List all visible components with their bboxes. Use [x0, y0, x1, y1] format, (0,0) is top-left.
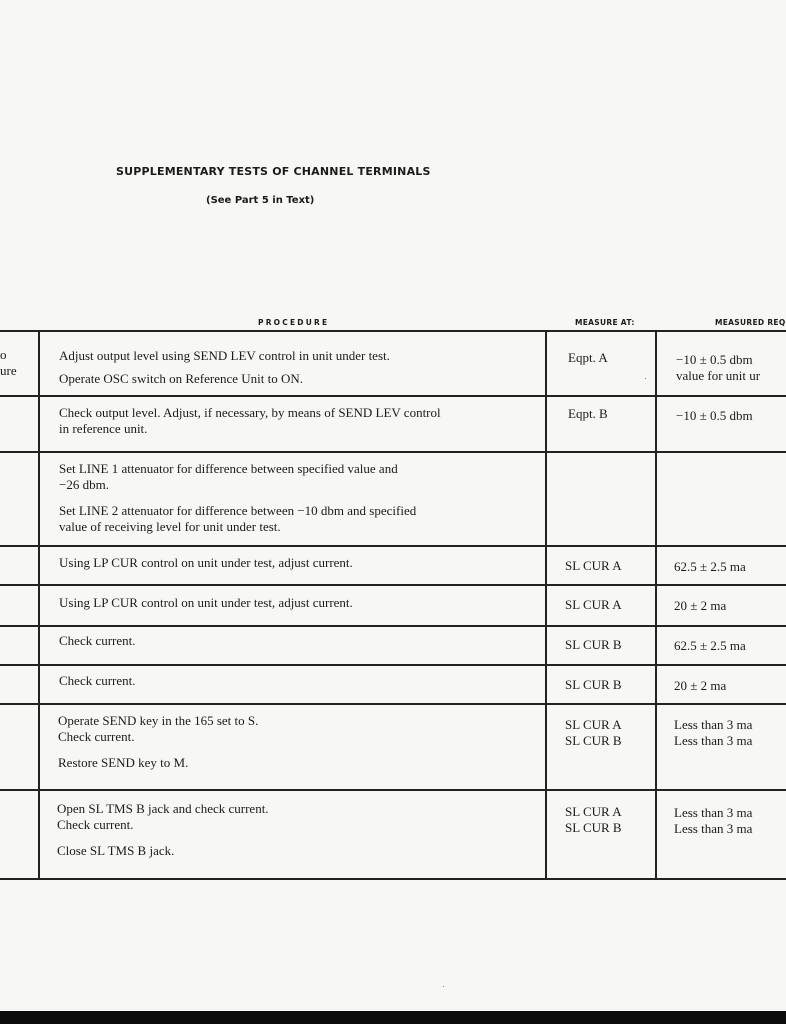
procedure-line: Set LINE 1 attenuator for difference between specified value and	[59, 461, 398, 476]
table-row-9-procedure	[57, 801, 269, 859]
row-divider	[0, 451, 786, 453]
scan-bottom-edge	[0, 1011, 786, 1024]
procedure-line: Set LINE 2 attenuator for difference between −10 dbm and specified	[59, 503, 417, 518]
row-divider	[0, 789, 786, 791]
procedure-line: Operate SEND key in the 165 set to S.	[58, 713, 259, 728]
table-row-5-procedure	[59, 595, 353, 611]
required-value: 62.5 ± 2.5 ma	[674, 559, 746, 574]
table-row-2-required	[676, 408, 753, 424]
table-row-5-measure	[565, 597, 622, 613]
table-row-8-measure	[565, 717, 622, 749]
measure-value: SL CUR B	[565, 733, 622, 748]
table-row-1-procedure	[59, 348, 390, 387]
table-row-6-procedure	[59, 633, 136, 649]
table-row-1-required	[676, 352, 760, 384]
measure-value: Eqpt. A	[568, 350, 608, 365]
required-value: −10 ± 0.5 dbm	[676, 352, 753, 367]
document-subtitle: (See Part 5 in Text)	[206, 195, 315, 206]
column-divider	[38, 330, 40, 879]
cropped-column-fragment: o	[0, 347, 7, 362]
table-row-3-procedure	[59, 461, 416, 535]
measure-value: SL CUR A	[565, 804, 622, 819]
table-row-9-measure	[565, 804, 622, 836]
row-divider	[0, 395, 786, 397]
table-row-8-procedure	[58, 713, 258, 771]
table-row-8-required	[674, 717, 752, 749]
required-value: 62.5 ± 2.5 ma	[674, 638, 746, 653]
table-row-2-procedure	[59, 405, 441, 437]
table-row-7-procedure	[59, 673, 136, 689]
procedure-line: Check current.	[59, 633, 136, 648]
column-header-procedure: PROCEDURE	[258, 318, 330, 327]
measure-value: SL CUR A	[565, 717, 622, 732]
procedure-line: Check current.	[58, 729, 135, 744]
table-row-2-measure	[568, 406, 608, 422]
measure-value: SL CUR B	[565, 637, 622, 652]
procedure-line: Adjust output level using SEND LEV control in unit under test.	[59, 348, 390, 363]
row-divider	[0, 584, 786, 586]
required-value: Less than 3 ma	[674, 733, 753, 748]
measure-value: Eqpt. B	[568, 406, 608, 421]
table-row-6-measure	[565, 637, 622, 653]
required-value: value for unit ur	[676, 368, 761, 383]
procedure-line: value of receiving level for unit under test.	[59, 519, 281, 534]
procedure-line: Close SL TMS B jack.	[57, 843, 175, 858]
measure-value: SL CUR A	[565, 597, 622, 612]
required-value: 20 ± 2 ma	[674, 678, 727, 693]
cropped-column-fragment: ure	[0, 363, 17, 378]
procedure-line: Operate OSC switch on Reference Unit to ON.	[59, 371, 304, 386]
measure-value: SL CUR B	[565, 677, 622, 692]
row-divider	[0, 703, 786, 705]
table-row-4-required	[674, 559, 746, 575]
required-value: Less than 3 ma	[674, 821, 753, 836]
table-row-9-required	[674, 805, 752, 837]
table-row-1-measure	[568, 350, 608, 366]
required-value: −10 ± 0.5 dbm	[676, 408, 753, 423]
procedure-line: Using LP CUR control on unit under test, adjust current.	[59, 555, 353, 570]
column-divider	[545, 330, 547, 879]
procedure-line: Check current.	[59, 673, 136, 688]
column-divider	[655, 330, 657, 879]
procedure-line: Using LP CUR control on unit under test, adjust current.	[59, 595, 353, 610]
scan-speck	[443, 986, 444, 987]
row-divider	[0, 545, 786, 547]
table-row-7-measure	[565, 677, 622, 693]
row-divider	[0, 625, 786, 627]
table-row-4-measure	[565, 558, 622, 574]
measure-value: SL CUR B	[565, 820, 622, 835]
table-row-7-required	[674, 678, 726, 694]
table-row-6-required	[674, 638, 746, 654]
procedure-line: −26 dbm.	[59, 477, 109, 492]
required-value: 20 ± 2 ma	[674, 598, 727, 613]
row-divider	[0, 664, 786, 666]
procedure-line: Restore SEND key to M.	[58, 755, 189, 770]
table-row-4-procedure	[59, 555, 353, 571]
table-row-5-required	[674, 598, 726, 614]
required-value: Less than 3 ma	[674, 717, 753, 732]
document-title: SUPPLEMENTARY TESTS OF CHANNEL TERMINALS	[116, 165, 431, 178]
scan-speck	[645, 378, 646, 379]
procedure-line: Open SL TMS B jack and check current.	[57, 801, 269, 816]
table-top-rule	[0, 330, 786, 332]
column-header-measure-at: MEASURE AT:	[575, 318, 635, 327]
procedure-line: Check current.	[57, 817, 134, 832]
column-header-measured-requirement: MEASURED REQ	[715, 318, 786, 327]
required-value: Less than 3 ma	[674, 805, 753, 820]
measure-value: SL CUR A	[565, 558, 622, 573]
table-bottom-rule	[0, 878, 786, 880]
procedure-line: Check output level. Adjust, if necessary, by means of SEND LEV control	[59, 405, 441, 420]
procedure-line: in reference unit.	[59, 421, 148, 436]
